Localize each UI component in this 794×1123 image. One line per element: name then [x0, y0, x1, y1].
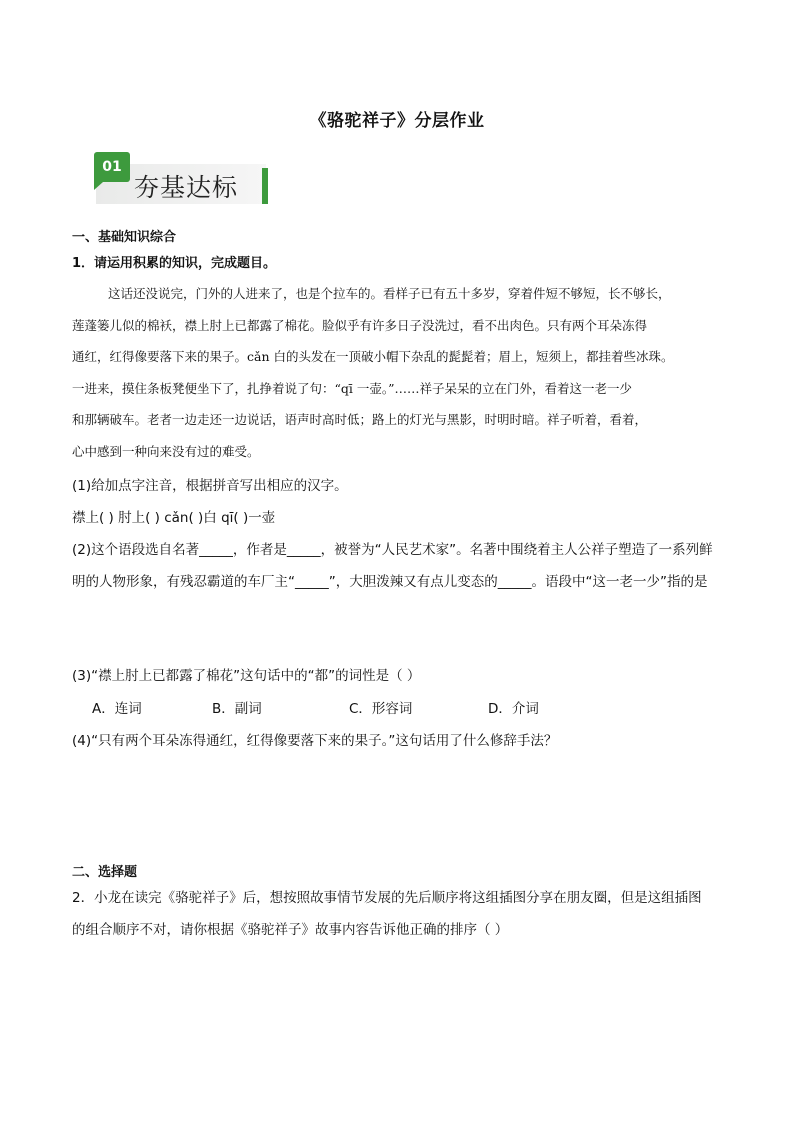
subquestion-2-line1: (2)这个语段选自名著_____，作者是_____，被誉为“人民艺术家”。名著中围绕着主人公祥子塑造了一系列鲜 — [72, 542, 713, 558]
banner-accent-bar — [262, 168, 268, 204]
subquestion-2-line2: 明的人物形象，有残忍霸道的车厂主“_____”，大胆泼辣又有点儿变态的_____。语段中“这一老一少”指的是 — [72, 574, 708, 590]
subquestion-3: (3)“襟上肘上已都露了棉花”这句话中的“都”的词性是（ ） — [72, 668, 421, 684]
banner-label: 夯基达标 — [134, 173, 239, 202]
passage-line: 莲蓬篓儿似的棉袄，襟上肘上已都露了棉花。脸似乎有许多日子没洗过，看不出肉色。只有两个耳朵冻得 — [72, 317, 648, 333]
option-a: A．连词 — [92, 701, 142, 717]
option-c: C．形容词 — [349, 701, 413, 717]
section2-heading: 二、选择题 — [72, 865, 138, 880]
section1-heading: 一、基础知识综合 — [72, 230, 177, 245]
section-banner — [86, 152, 270, 204]
question1-stem: 1．请运用积累的知识，完成题目。 — [72, 256, 277, 271]
passage-line: 这话还没说完，门外的人进来了，也是个拉车的。看样子已有五十多岁，穿着件短不够短，长不够长， — [108, 286, 671, 301]
page-title: 《骆驼祥子》分层作业 — [309, 111, 485, 131]
passage-line: 和那辆破车。老者一边走还一边说话，语声时高时低；路上的灯光与黑影，时明时暗。祥子听着，看着， — [72, 412, 648, 427]
option-b: B．副词 — [212, 701, 262, 717]
question2-line2: 的组合顺序不对，请你根据《骆驼祥子》故事内容告诉他正确的排序（ ） — [72, 922, 509, 938]
banner-number-badge: 01 — [94, 152, 130, 182]
badge-tail-icon — [94, 182, 103, 190]
option-d: D．介词 — [488, 701, 539, 717]
subquestion-4: (4)“只有两个耳朵冻得通红，红得像要落下来的果子。”这句话用了什么修辞手法？ — [72, 733, 558, 749]
subquestion-1: (1)给加点字注音，根据拼音写出相应的汉字。 — [72, 478, 348, 494]
reading-passage — [72, 278, 724, 467]
question2-line1: 2．小龙在读完《骆驼祥子》后，想按照故事情节发展的先后顺序将这组插图分享在朋友圈，但是这组插图 — [72, 890, 702, 906]
passage-line: 一进来，摸住条板凳便坐下了，扎挣着说了句：“qī 一壶。”……祥子呆呆的立在门外，看着这一老一少 — [72, 380, 633, 396]
passage-line: 通红，红得像要落下来的果子。cǎn 白的头发在一顶破小帽下杂乱的髭髭着；眉上，短须上，都挂着些冰珠。 — [72, 349, 674, 364]
subquestion-1-blanks: 襟上( ) 肘上( ) cǎn( )白 qī( )一壶 — [72, 510, 276, 526]
passage-line: 心中感到一种向来没有过的难受。 — [72, 443, 260, 459]
